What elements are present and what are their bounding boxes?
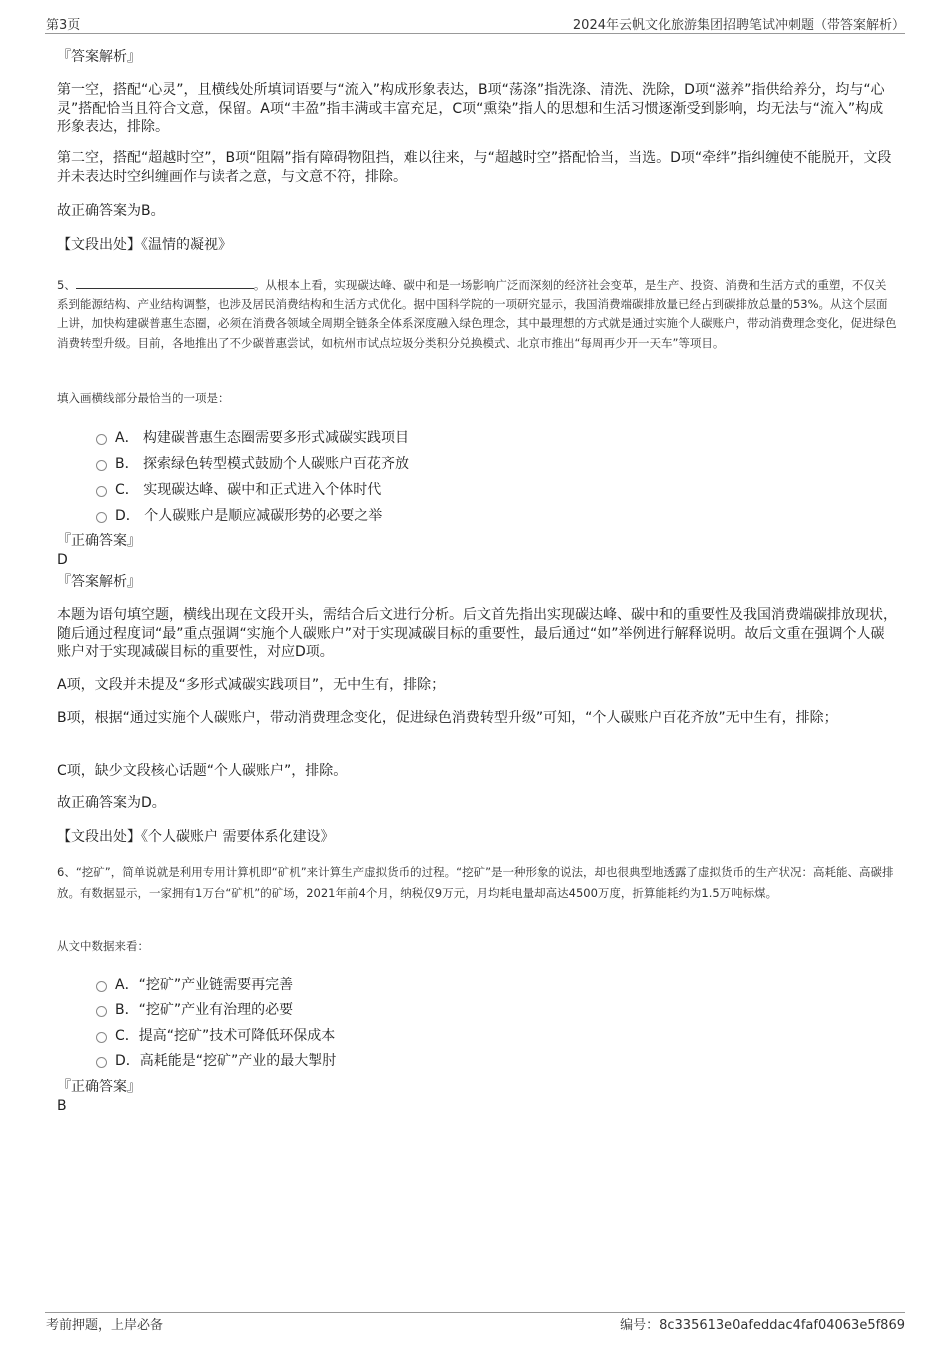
footer-slogan: 考前押题，上岸必备 bbox=[46, 1318, 164, 1333]
question-text: 。从根本上看，实现碳达峰、碳中和是一场影响广泛而深刻的经济社会变革，是生产、投资、消费和生活方式的重塑，不仅关系到能源结构、产业结构调整，也涉及居民消费结构和生活方式优化。据中国科学院的一项研究显示，我国消费端碳排放量已经占到碳排放总量的53%。从这个层面上讲，加快构建碳普惠生态圈，必须在消费各领域全周期全链条全体系深度融入绿色理念，其中最理想的方式就是通过实施个人碳账户，带动消费理念变化，促进绿色消费转型升级。目前，各地推出了不少碳普惠尝试，如杭州市试点垃圾分类积分兑换模式、北京市推出“每周再少开一天车”等项目。 bbox=[57, 278, 897, 350]
radio-icon[interactable] bbox=[96, 1057, 107, 1068]
answer-label: 『正确答案』 bbox=[57, 1079, 141, 1095]
answer-label: 『正确答案』 bbox=[57, 533, 141, 549]
option-c[interactable] bbox=[96, 479, 381, 499]
radio-icon[interactable] bbox=[96, 1006, 107, 1017]
conclusion: 故正确答案为D。 bbox=[57, 795, 166, 811]
option-label: B．“挖矿”产业有治理的必要 bbox=[115, 1002, 294, 1018]
analysis-paragraph: 本题为语句填空题，横线出现在文段开头，需结合后文进行分析。后文首先指出实现碳达峰、碳中和的重要性及我国消费端碳排放现状，随后通过程度词“最”重点强调“实施个人碳账户”对于实现减碳目标的重要性，最后通过“如”举例进行解释说明。故后文重在强调个人碳账户对于实现减碳目标的重要性，对应D项。 bbox=[57, 607, 897, 660]
analysis-paragraph: 第二空，搭配“超越时空”，B项“阻隔”指有障碍物阻挡，难以往来，与“超越时空”搭配恰当，当选。D项“牵绊”指纠缠使不能脱开，文段并未表达时空纠缠画作与读者之意，与文意不符，排除。 bbox=[57, 150, 892, 185]
option-b[interactable] bbox=[96, 999, 293, 1019]
conclusion: 故正确答案为B。 bbox=[57, 203, 165, 219]
question-5 bbox=[57, 276, 897, 353]
header-divider bbox=[45, 33, 905, 34]
question-prompt: 填入画横线部分最恰当的一项是： bbox=[57, 391, 230, 405]
question-6: 6、“挖矿”，简单说就是利用专用计算机即“矿机”来计算生产虚拟货币的过程。“挖矿”是一种形象的说法，却也很典型地透露了虚拟货币的生产状况：高耗能、高碳排放。有数据显示，一家拥有1万台“矿机”的矿场，2021年前4个月，纳税仅9万元，月均耗电量却高达4500万度，折算能耗约为1.5万吨标煤。 bbox=[57, 865, 894, 900]
option-b[interactable] bbox=[96, 453, 409, 473]
radio-icon[interactable] bbox=[96, 486, 107, 497]
page-number: 第3页 bbox=[46, 18, 81, 33]
source: 【文段出处】《个人碳账户 需要体系化建设》 bbox=[57, 829, 335, 845]
option-label: A． 构建碳普惠生态圈需要多形式减碳实践项目 bbox=[115, 430, 410, 446]
option-label: D．高耗能是“挖矿”产业的最大掣肘 bbox=[115, 1053, 337, 1069]
option-label: D． 个人碳账户是顺应减碳形势的必要之举 bbox=[115, 508, 383, 524]
radio-icon[interactable] bbox=[96, 1032, 107, 1043]
question-number: 5、 bbox=[57, 278, 76, 292]
document-id: 编号：8c335613e0afeddac4faf04063e5f869 bbox=[620, 1318, 905, 1333]
answer-blank bbox=[76, 276, 254, 289]
analysis-paragraph: B项，根据“通过实施个人碳账户，带动消费理念变化，促进绿色消费转型升级”可知，“个人碳账户百花齐放”无中生有，排除； bbox=[57, 710, 838, 726]
option-d[interactable] bbox=[96, 505, 382, 525]
answer: B bbox=[57, 1098, 67, 1114]
option-label: C． 实现碳达峰、碳中和正式进入个体时代 bbox=[115, 482, 382, 498]
option-label: C．提高“挖矿”技术可降低环保成本 bbox=[115, 1028, 336, 1044]
radio-icon[interactable] bbox=[96, 512, 107, 523]
radio-icon[interactable] bbox=[96, 460, 107, 471]
option-a[interactable] bbox=[96, 974, 293, 994]
option-a[interactable] bbox=[96, 427, 409, 447]
option-label: A．“挖矿”产业链需要再完善 bbox=[115, 977, 294, 993]
analysis-paragraph: A项，文段并未提及“多形式减碳实践项目”，无中生有，排除； bbox=[57, 677, 446, 693]
document-title: 2024年云帆文化旅游集团招聘笔试冲刺题（带答案解析） bbox=[572, 18, 905, 33]
option-label: B． 探索绿色转型模式鼓励个人碳账户百花齐放 bbox=[115, 456, 410, 472]
footer-divider bbox=[45, 1312, 905, 1313]
analysis-label: 『答案解析』 bbox=[57, 574, 141, 590]
radio-icon[interactable] bbox=[96, 434, 107, 445]
radio-icon[interactable] bbox=[96, 981, 107, 992]
answer: D bbox=[57, 552, 68, 568]
analysis-paragraph: 第一空，搭配“心灵”，且横线处所填词语要与“流入”构成形象表达，B项“荡涤”指洗涤、清洗、洗除，D项“滋养”指供给养分，均与“心灵”搭配恰当且符合文意，保留。A项“丰盈”指丰满或丰富充足，C项“熏染”指人的思想和生活习惯逐渐受到影响，均无法与“流入”构成形象表达，排除。 bbox=[57, 82, 885, 135]
analysis-paragraph: C项，缺少文段核心话题“个人碳账户”，排除。 bbox=[57, 763, 348, 779]
option-c[interactable] bbox=[96, 1025, 335, 1045]
analysis-label: 『答案解析』 bbox=[57, 49, 141, 65]
question-prompt: 从文中数据来看： bbox=[57, 939, 149, 953]
option-d[interactable] bbox=[96, 1050, 336, 1070]
source: 【文段出处】《温情的凝视》 bbox=[57, 237, 232, 253]
